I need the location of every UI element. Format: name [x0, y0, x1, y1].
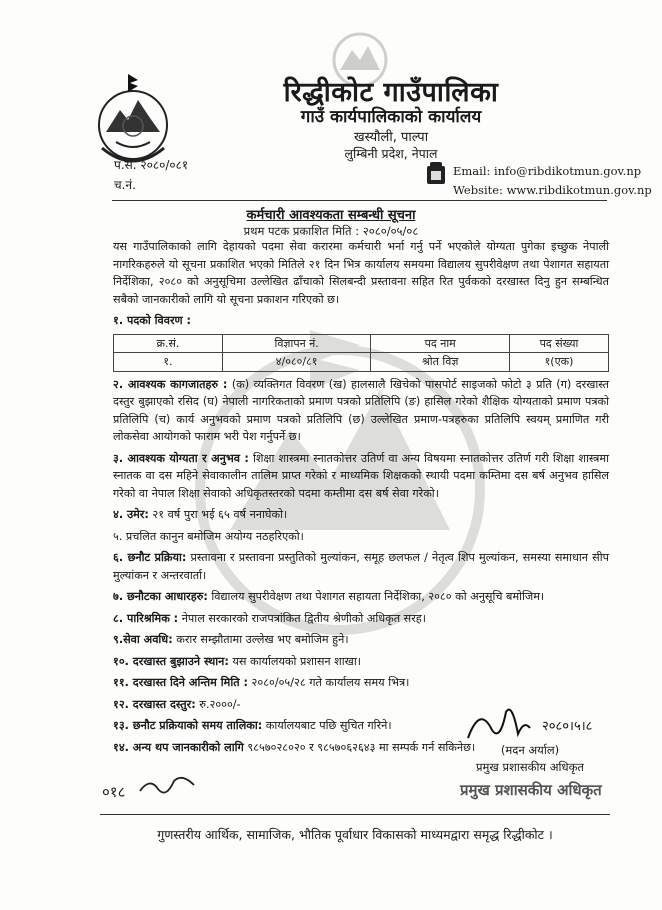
section-label: १२. दरखास्त दस्तुर: [113, 697, 196, 711]
section-text: ९८५७०२८०२० र ९८५७०६२६४३ मा सम्पर्क गर्न सकिनेछ। [243, 740, 476, 754]
section-label: ७. छनौटका आधारहरु: [113, 590, 208, 603]
svg-text:२०८०।५।८: २०८०।५।८ [542, 719, 593, 734]
official-stamp: प्रमुख प्रशासकीय अधिकृत [460, 781, 602, 799]
signatory-title: प्रमुख प्रशासकीय अधिकृत [476, 760, 584, 774]
section-text: यस कार्यालयको प्रशासन शाखा। [228, 654, 361, 668]
section-item [113, 528, 609, 546]
section-label: १०. दरखास्त बुझाउने स्थान: [113, 654, 229, 668]
section-text: २०८०/०५/२८ गते कार्यालय समय भित्र। [248, 676, 410, 689]
signatory-block [440, 742, 620, 776]
telephone-icon [425, 160, 447, 186]
signatory-name: (मदन अर्याल) [500, 743, 560, 757]
footer-divider [100, 814, 610, 815]
section-label: १४. अन्य थप जानकारीको लागि [113, 740, 244, 754]
website-link[interactable]: Website: www.ribdikotmun.gov.np [453, 183, 652, 197]
header-divider [112, 200, 607, 201]
section-text: कार्यालयबाट पछि सुचित गरिने। [262, 719, 392, 732]
office-name: गाउँ कार्यपालिकाको कार्यालय [300, 107, 482, 127]
section-item [113, 631, 609, 649]
section-label: ३. आवश्यक योग्यता र अनुभव : [113, 451, 249, 465]
table-cell: ४/०८०/८१ [222, 353, 371, 372]
ref-number: प.सं. २०८०/०८१ [114, 158, 189, 172]
table-cell: १(एक) [509, 353, 608, 372]
email-link[interactable]: Email: info@ribdikotmun.gov.np [453, 164, 642, 178]
section-text: करार सम्झौतामा उल्लेख भए बमोजिम हुने। [172, 633, 349, 646]
section-item [113, 588, 609, 606]
section-item [113, 549, 609, 584]
section-label: ६. छनौट प्रक्रिया: [113, 551, 187, 564]
notice-title: कर्मचारी आवश्यकता सम्बन्धी सूचना [246, 208, 416, 223]
col-header: विज्ञापन नं. [222, 334, 371, 353]
section-label: १३. छनौट प्रक्रियाको समय तालिका: [113, 719, 263, 732]
section-label: ४. उमेर: [113, 508, 149, 521]
section-text: विद्यालय सुपरीवेक्षण तथा पेशागत सहायता निर्देशिका, २०८० को अनुसूचि बमोजिम। [207, 590, 545, 603]
section-label: ११. दरखास्त दिने अन्तिम मिति : [113, 676, 248, 689]
office-location: खस्यौली, पाल्पा [353, 130, 429, 145]
notice-body [113, 238, 609, 760]
section-text: प्रस्तावना र प्रस्तावना प्रस्तुतिको मुल्यांकन, समूह छलफल / नेतृत्व शिप मुल्यांकन, समस्या समाधान सीप मुल्यांकन र अन्तरवार्ता। [113, 551, 609, 582]
handwritten-note-icon [100, 765, 200, 805]
contact-block [453, 162, 652, 200]
footer-motto: गुणस्तरीय आर्थिक, सामाजिक, भौतिक पूर्वाधार विकासको माध्यमद्वारा समृद्ध रिद्धीकोट । [157, 827, 553, 842]
section-label: ९.सेवा अवधि: [113, 633, 173, 646]
section-item [113, 610, 609, 628]
section-item [113, 674, 609, 692]
col-header: क्र.सं. [114, 334, 223, 353]
svg-text:०१८: ०१८ [102, 783, 126, 801]
dispatch-number: च.नं. [114, 178, 136, 192]
reference-block [114, 155, 188, 195]
section-item [113, 653, 609, 671]
org-name: रिद्धीकोट गाउँपालिका [283, 77, 499, 108]
section-text: (क) व्यक्तिगत विवरण (ख) हालसालै खिचेको पासपोर्ट साइजको फोटो ३ प्रति (ग) दरखास्त दस्तुर बुझाएको रसिद (घ) नेपाली नागरिकताको प्रमाण पत्रको प्रतिलिपि (ङ) हासिल गरेको शैक्षिक योग्यताको प्रमाण पत्रको प्रतिलिपि (च) कार्य अनुभवको प्रमाण पत्रको प्रतिलिपि (छ) उल्लेखित प्रमाण-पत्रहरुका प्रतिलिपि स्वयम् प्रमाणित गरी लोकसेवा आयोगको फाराम भरी पेश गर्नुपर्ने छ। [113, 377, 609, 443]
col-header: पद संख्या [509, 334, 608, 353]
section-text: रु.२०००/- [195, 697, 241, 711]
post-table [113, 334, 609, 372]
table-cell: श्रोत विज्ञ [371, 353, 510, 372]
section-item [113, 376, 609, 446]
section-text: २१ वर्ष पुरा भई ६५ वर्ष ननाघेको। [148, 508, 288, 521]
section-label: ८. पारिश्रमिक : [113, 611, 179, 625]
intro-paragraph: यस गाउँपालिकाको लागि देहायको पदमा सेवा करारमा कर्मचारी भर्ना गर्नु पर्ने भएकोले योग्यता पुगेका इच्छुक नेपाली नागरिकहरुले यो सूचना प्रकाशित भएको मितिले २१ दिन भित्र कार्यालय समयमा विद्यालय सुपरीवेक्षण तथा पेशागत सहायता निर्देशिका, २०८० को अनुसूचिमा उल्लेखित ढाँचाको सिलबन्दी प्रस्तावना सहित रित पुर्वकको दरखास्त दिनु हुन सम्बन्धित सबैको जानकारीको लागि यो सूचना प्रकाशन गरिएको छ। [113, 240, 609, 306]
section-text: ५. प्रचलित कानुन बमोजिम अयोग्य नठहरिएको। [113, 529, 304, 543]
publish-date: प्रथम पटक प्रकाशित मिति : २०८०/०५/०८ [243, 224, 419, 238]
section-label: २. आवश्यक कागजातहरु : [113, 377, 228, 391]
office-province: लुम्बिनी प्रदेश, नेपाल [344, 146, 438, 161]
table-header-row [114, 334, 609, 353]
section-item [113, 450, 609, 503]
signature-icon [460, 700, 610, 745]
section-text: नेपाल सरकारको राजपत्रांकित द्वितीय श्रेणीको अधिकृत सरह। [178, 611, 426, 625]
section1-heading: १. पदको विवरण : [113, 314, 192, 327]
table-row [114, 353, 609, 372]
table-cell: १. [114, 353, 223, 372]
section-text: शिक्षा शास्त्रमा स्नातकोत्तर उतिर्ण वा अन्य विषयमा स्नातकोत्तर उतिर्ण गरी शिक्षा शास्त्रमा स्नातक वा दस महिने सेवाकालीन तालिम प्राप्त गरेको र माध्यमिक शिक्षकको स्थायी पदमा कम्तिमा दस बर्ष अनुभव हासिल गरेको वा नेपाल शिक्षा सेवाको अधिकृतस्तरको पदमा कम्तीमा दस बर्ष सेवा गरेको। [113, 451, 609, 500]
col-header: पद नाम [371, 334, 510, 353]
section-item [113, 506, 609, 524]
